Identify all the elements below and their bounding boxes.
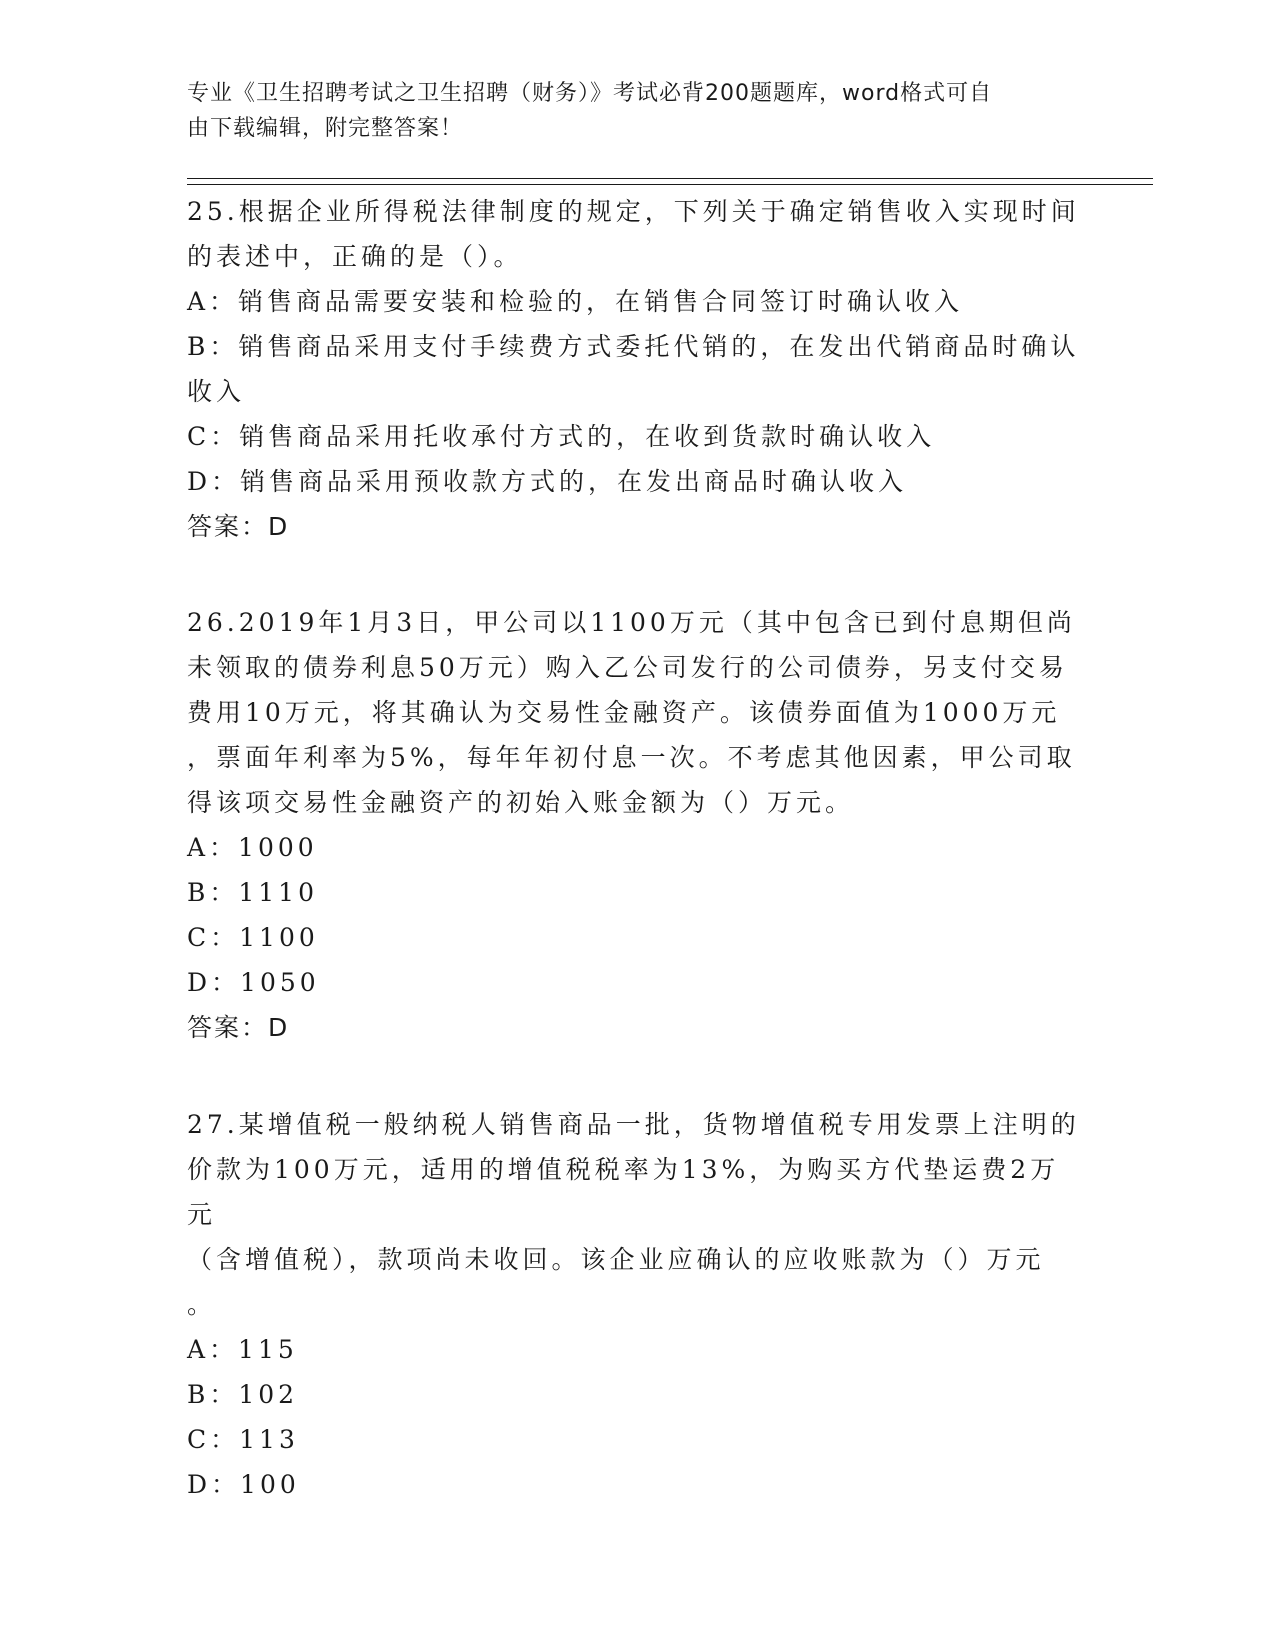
answer-line: 答案：D — [187, 512, 290, 541]
header-line: 专业《卫生招聘考试之卫生招聘（财务）》考试必背200题题库，word格式可自 — [187, 81, 993, 106]
option-d: D：100 — [187, 1470, 300, 1499]
option-b: B：销售商品采用支付手续费方式委托代销的，在发出代销商品时确认 — [187, 332, 1080, 361]
option-a: A：1000 — [187, 833, 318, 862]
option-c: C：113 — [187, 1425, 299, 1454]
question-stem-line: 费用10万元，将其确认为交易性金融资产。该债券面值为1000万元 — [187, 698, 1061, 727]
option-a: A：115 — [187, 1335, 298, 1364]
option-b: B：102 — [187, 1380, 299, 1409]
question-stem-line: 26.2019年1月3日，甲公司以1100万元（其中包含已到付息期但尚 — [187, 608, 1076, 637]
question-stem-line: （含增值税），款项尚未收回。该企业应确认的应收账款为（）万元 — [187, 1245, 1045, 1274]
answer-line: 答案：D — [187, 1013, 290, 1042]
option-d: D：销售商品采用预收款方式的，在发出商品时确认收入 — [187, 467, 908, 496]
option-b: B：1110 — [187, 878, 318, 907]
question-stem-line: 25.根据企业所得税法律制度的规定，下列关于确定销售收入实现时间 — [187, 197, 1080, 226]
option-d: D：1050 — [187, 968, 320, 997]
question-25 — [187, 189, 1087, 549]
question-stem-line: 。 — [187, 1290, 217, 1319]
question-26 — [187, 600, 1087, 1050]
option-c: C：销售商品采用托收承付方式的，在收到货款时确认收入 — [187, 422, 936, 451]
question-27 — [187, 1102, 1087, 1507]
question-stem-line: 价款为100万元，适用的增值税税率为13%，为购买方代垫运费2万元 — [187, 1155, 1060, 1229]
question-stem-line: 得该项交易性金融资产的初始入账金额为（）万元。 — [187, 788, 855, 817]
option-b-continued: 收入 — [187, 377, 246, 406]
question-stem-line: 27.某增值税一般纳税人销售商品一批，货物增值税专用发票上注明的 — [187, 1110, 1080, 1139]
option-c: C：1100 — [187, 923, 319, 952]
question-stem-line: 未领取的债券利息50万元）购入乙公司发行的公司债券，另支付交易 — [187, 653, 1068, 682]
header-line: 由下载编辑，附完整答案！ — [187, 116, 464, 141]
header-divider — [187, 178, 1153, 179]
question-stem-line: 的表述中，正确的是（）。 — [187, 242, 523, 271]
question-stem-line: ，票面年利率为5%，每年年初付息一次。不考虑其他因素，甲公司取 — [187, 743, 1076, 772]
option-a: A：销售商品需要安装和检验的，在销售合同签订时确认收入 — [187, 287, 964, 316]
document-header — [187, 76, 1067, 146]
header-divider — [187, 184, 1153, 185]
